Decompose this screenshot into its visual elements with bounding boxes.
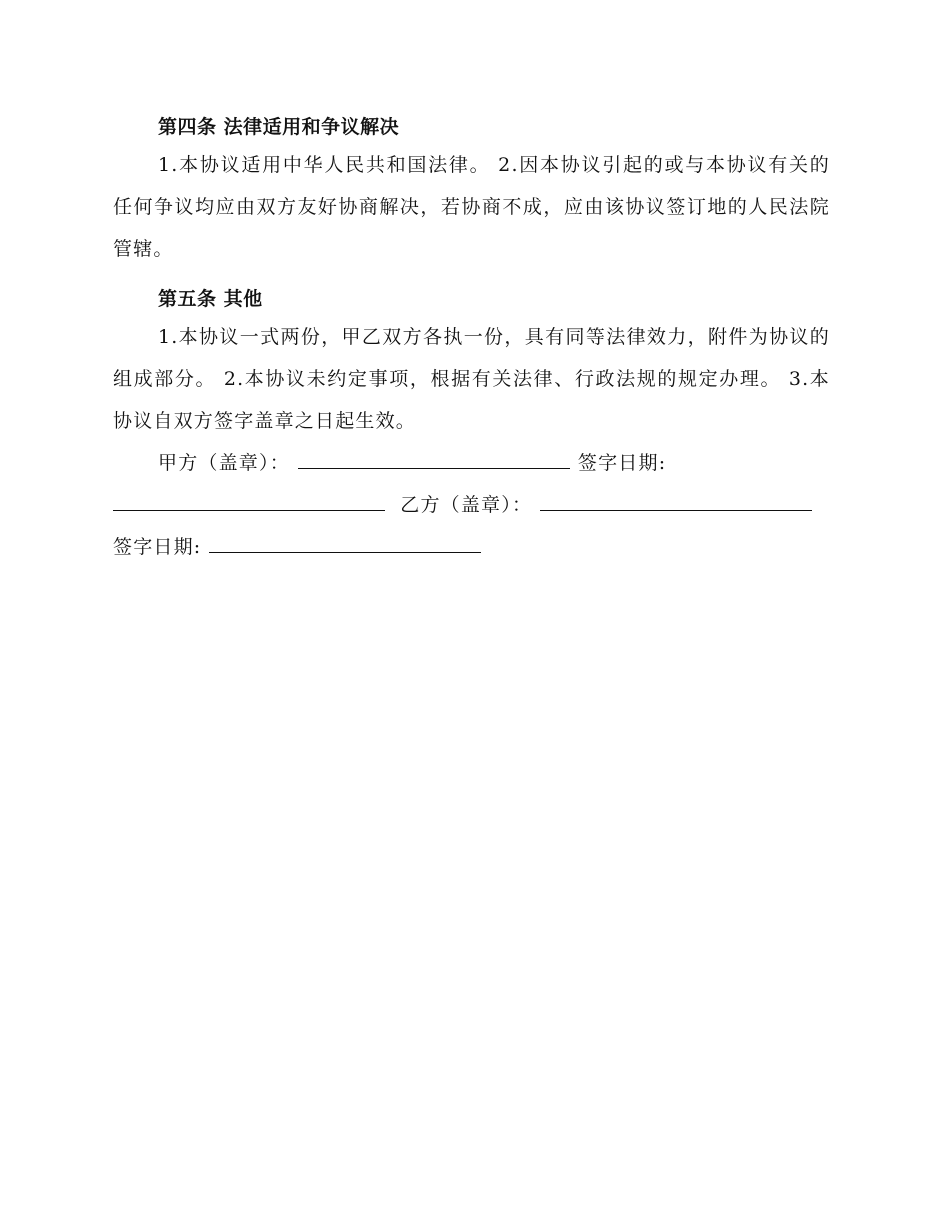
section-gap	[113, 270, 830, 282]
party-b-date-label: 签字日期:	[113, 536, 202, 558]
party-b-date-blank[interactable]	[209, 526, 481, 553]
party-a-seal-label: 甲方（盖章）：	[158, 452, 290, 474]
section-4-heading: 第四条 法律适用和争议解决	[158, 116, 400, 138]
document-page	[113, 110, 830, 568]
signature-line-1	[113, 442, 830, 484]
signature-line-2	[113, 484, 830, 526]
signature-line-3	[113, 526, 830, 568]
signature-block	[113, 442, 830, 568]
party-a-date-blank[interactable]	[113, 484, 385, 511]
party-a-seal-blank[interactable]	[298, 442, 570, 469]
party-b-seal-blank[interactable]	[540, 484, 812, 511]
party-a-date-label: 签字日期:	[577, 452, 667, 474]
section-5-body: 1.本协议一式两份，甲乙双方各执一份，具有同等法律效力，附件为协议的组成部分。 2.本协议未约定事项，根据有关法律、行政法规的规定办理。 3.本协议自双方签字盖章之日起生效。	[113, 326, 830, 432]
section-5-heading: 第五条 其他	[158, 288, 263, 310]
section-4-body: 1.本协议适用中华人民共和国法律。 2.因本协议引起的或与本协议有关的任何争议均应由双方友好协商解决，若协商不成，应由该协议签订地的人民法院管辖。	[113, 154, 830, 260]
party-b-seal-label: 乙方（盖章）：	[400, 494, 533, 516]
